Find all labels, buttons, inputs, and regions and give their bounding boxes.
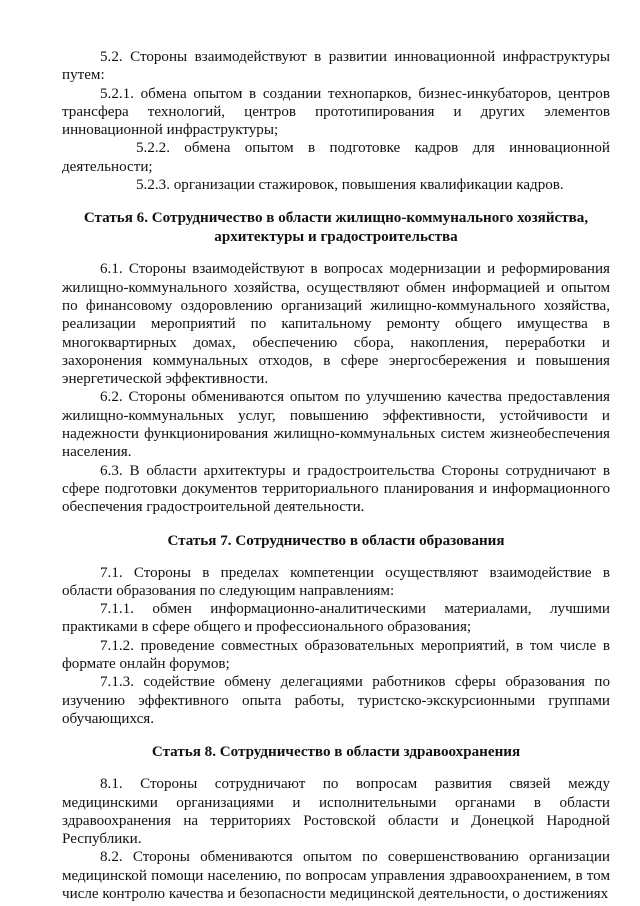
clause-5-2-1: 5.2.1. обмена опытом в создании технопарков, бизнес-инкубаторов, центров трансфера технологий, центров прототипирования и других элементов инновационной инфраструктуры; [62,85,610,139]
clause-5-2-2: 5.2.2. обмена опытом в подготовке кадров для инновационной деятельности; [62,140,610,175]
clause-7-1-1: 7.1.1. обмен информационно-аналитическими материалами, лучшими практиками в сфере общего и профессионального образования; [62,601,610,636]
article-6-title: Статья 6. Сотрудничество в области жилищно-коммунального хозяйства, архитектуры и градостроительства [83,210,589,246]
clause-5-2: 5.2. Стороны взаимодействуют в развитии инновационной инфраструктуры путем: [62,49,610,84]
article-7-title: Статья 7. Сотрудничество в области образования [167,532,505,549]
clause-8-1: 8.1. Стороны сотрудничают по вопросам развития связей между медицинскими организациями и исполнительными органами в области здравоохранения на территориях Ростовской области и Донецкой Народной Республики. [62,776,610,848]
clause-6-2: 6.2. Стороны обмениваются опытом по улучшению качества предоставления жилищно-коммунальных услуг, повышению эффективности, устойчивости и надежности функционирования жилищно-коммунальных систем жизнеобеспечения населения. [62,389,610,461]
clause-8-2: 8.2. Стороны обмениваются опытом по совершенствованию организации медицинской помощи населению, по вопросам управления здравоохранением, в том числе контролю качества и безопасности медицинской деятельности, о достижениях [62,849,610,902]
clause-6-3: 6.3. В области архитектуры и градостроительства Стороны сотрудничают в сфере подготовки документов территориального планирования и информационного обеспечения градостроительной деятельности. [62,462,610,516]
article-8-title: Статья 8. Сотрудничество в области здравоохранения [151,744,521,761]
clause-5-2-3: 5.2.3. организации стажировок, повышения квалификации кадров. [136,177,564,194]
clause-7-1-3: 7.1.3. содействие обмену делегациями работников сферы образования по изучению эффективного опыта работы, туристско-экскурсионными группами обучающихся. [62,674,610,727]
clause-7-1-2: 7.1.2. проведение совместных образовательных мероприятий, в том числе в формате онлайн форумов; [62,637,610,673]
clause-7-1: 7.1. Стороны в пределах компетенции осуществляют взаимодействие в области образования по следующим направлениям: [62,564,610,599]
document-page [62,48,610,903]
clause-6-1: 6.1. Стороны взаимодействуют в вопросах модернизации и реформирования жилищно-коммунального хозяйства, осуществляют обмен информацией и опытом по финансовому оздоровлению организаций жилищно-коммунального хозяйства, реализации мероприятий по капитальному ремонту общего имущества в многоквартирных домах, обеспечению сбора, накопления, переработки и захоронения коммунальных отходов, в сфере энергосбережения и повышения энергетической эффективности. [62,261,610,388]
